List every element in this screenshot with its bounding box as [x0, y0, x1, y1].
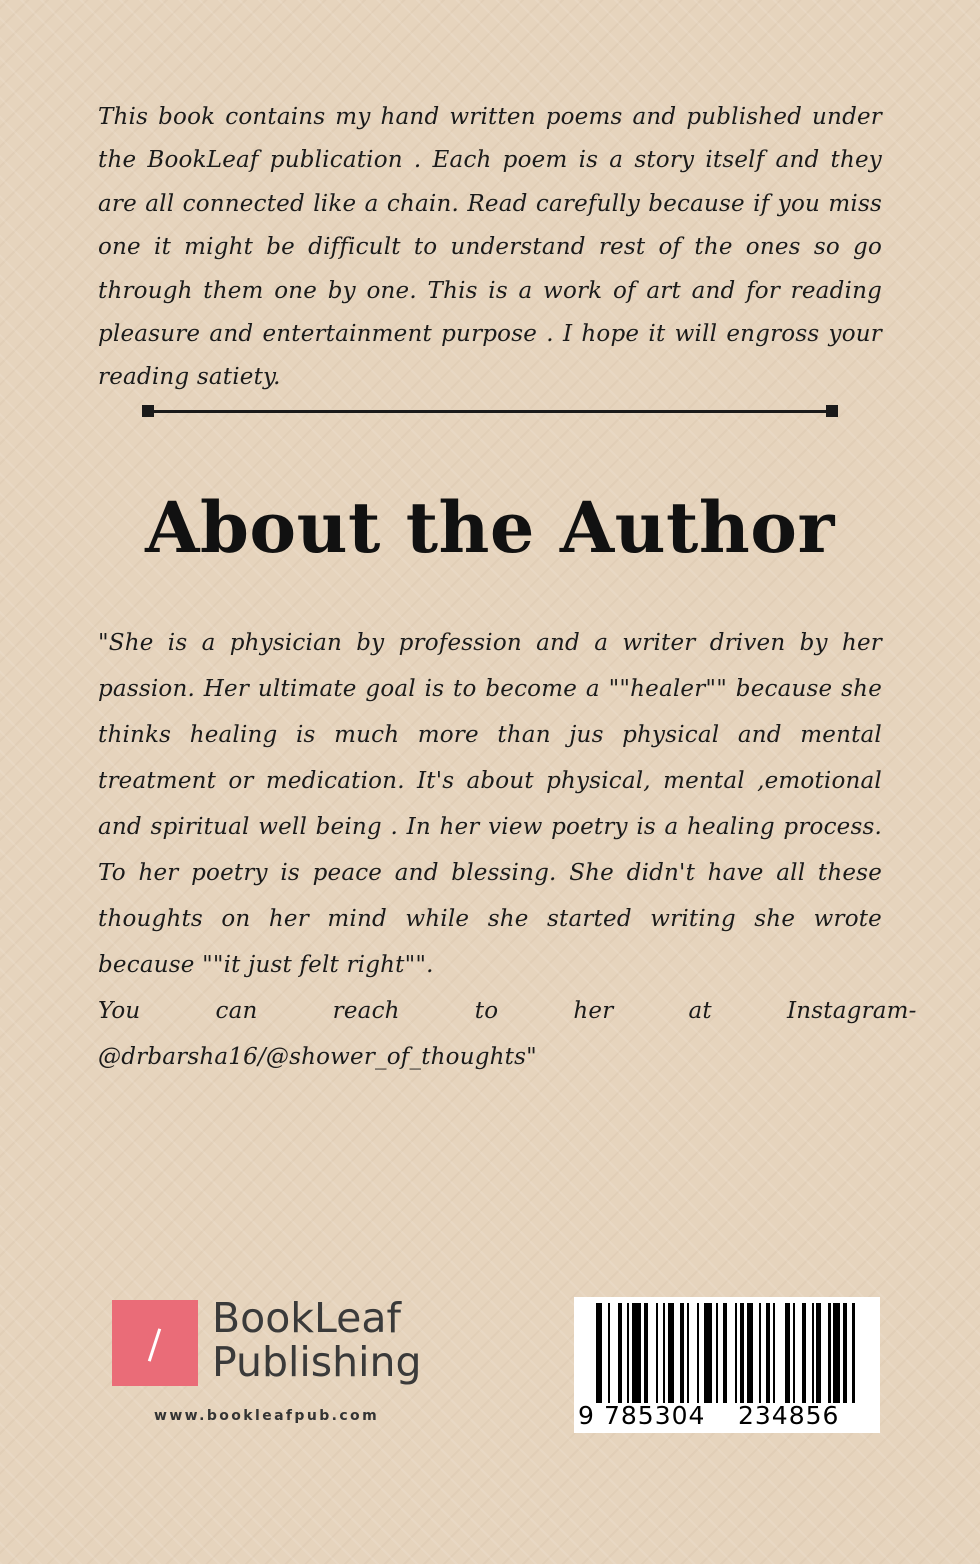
- barcode-bar: [716, 1303, 718, 1403]
- publisher-block: [112, 1294, 432, 1440]
- barcode-bar: [632, 1303, 641, 1403]
- barcode-bar: [735, 1303, 737, 1403]
- publisher-url: www.bookleafpub.com: [154, 1408, 380, 1424]
- isbn-barcode: [574, 1297, 880, 1433]
- author-bio-text: "She is a physician by profession and a writer driven by her passion. Her ultimate goal is to become a ""healer"" because she thinks healing is much more than jus physical and mental treatment or medication. It's about physical, mental ,emotional and spiritual well being . In her view poetry is a healing process. To her poetry is peace and blessing. She didn't have all these thoughts on her mind while she started writing she wrote because ""it just felt right"".: [98, 630, 882, 978]
- bookleaf-logo-icon: [112, 1300, 198, 1386]
- publisher-name-line-2: Publishing: [212, 1338, 422, 1386]
- barcode-bar: [828, 1303, 830, 1403]
- contact-line-2: @drbarsha16/@shower_of_thoughts": [98, 1044, 537, 1070]
- barcode-bar: [644, 1303, 648, 1403]
- barcode-bar: [833, 1303, 839, 1403]
- barcode-bar: [704, 1303, 713, 1403]
- barcode-group-1: 785304: [604, 1401, 706, 1430]
- barcode-bar: [812, 1303, 814, 1403]
- barcode-bar: [766, 1303, 770, 1403]
- book-blurb: This book contains my hand written poems and published under the BookLeaf publication . Each poem is a story itself and they are all connected like a chain. Read carefully because if you miss one it might be difficult to understand rest of the ones so go through them one by one. This is a work of art and for reading pleasure and entertainment purpose . I hope it will engross your reading satiety.: [98, 104, 882, 391]
- barcode-bar: [785, 1303, 789, 1403]
- barcode-bar: [618, 1303, 622, 1403]
- barcode-bar: [843, 1303, 847, 1403]
- barcode-bar: [608, 1303, 610, 1403]
- barcode-first-digit: 9: [578, 1401, 595, 1430]
- barcode-bar: [663, 1303, 665, 1403]
- divider-end-right: [826, 405, 838, 417]
- contact-line-1: You can reach to her at Instagram-: [98, 998, 917, 1024]
- barcode-bar: [697, 1303, 699, 1403]
- section-divider: [142, 404, 838, 418]
- publisher-name-line-1: BookLeaf: [212, 1294, 401, 1342]
- barcode-bar: [687, 1303, 689, 1403]
- barcode-bar: [747, 1303, 753, 1403]
- barcode-bar: [793, 1303, 795, 1403]
- barcode-group-2: 234856: [738, 1401, 840, 1430]
- barcode-bar: [802, 1303, 806, 1403]
- barcode-bar: [852, 1303, 854, 1403]
- barcode-bar: [773, 1303, 775, 1403]
- barcode-bar: [656, 1303, 658, 1403]
- about-author-heading: About the Author: [145, 486, 835, 569]
- barcode-digits: [574, 1401, 880, 1431]
- barcode-bars: [596, 1303, 862, 1403]
- publisher-name: [212, 1296, 422, 1384]
- barcode-bar: [668, 1303, 674, 1403]
- barcode-bar: [723, 1303, 727, 1403]
- barcode-bar: [680, 1303, 684, 1403]
- barcode-bar: [627, 1303, 629, 1403]
- barcode-bar: [816, 1303, 820, 1403]
- barcode-bar: [759, 1303, 761, 1403]
- author-bio: [98, 620, 917, 1080]
- barcode-bar: [740, 1303, 744, 1403]
- divider-line: [150, 410, 830, 413]
- barcode-bar: [596, 1303, 602, 1403]
- logo-slash: [148, 1328, 161, 1361]
